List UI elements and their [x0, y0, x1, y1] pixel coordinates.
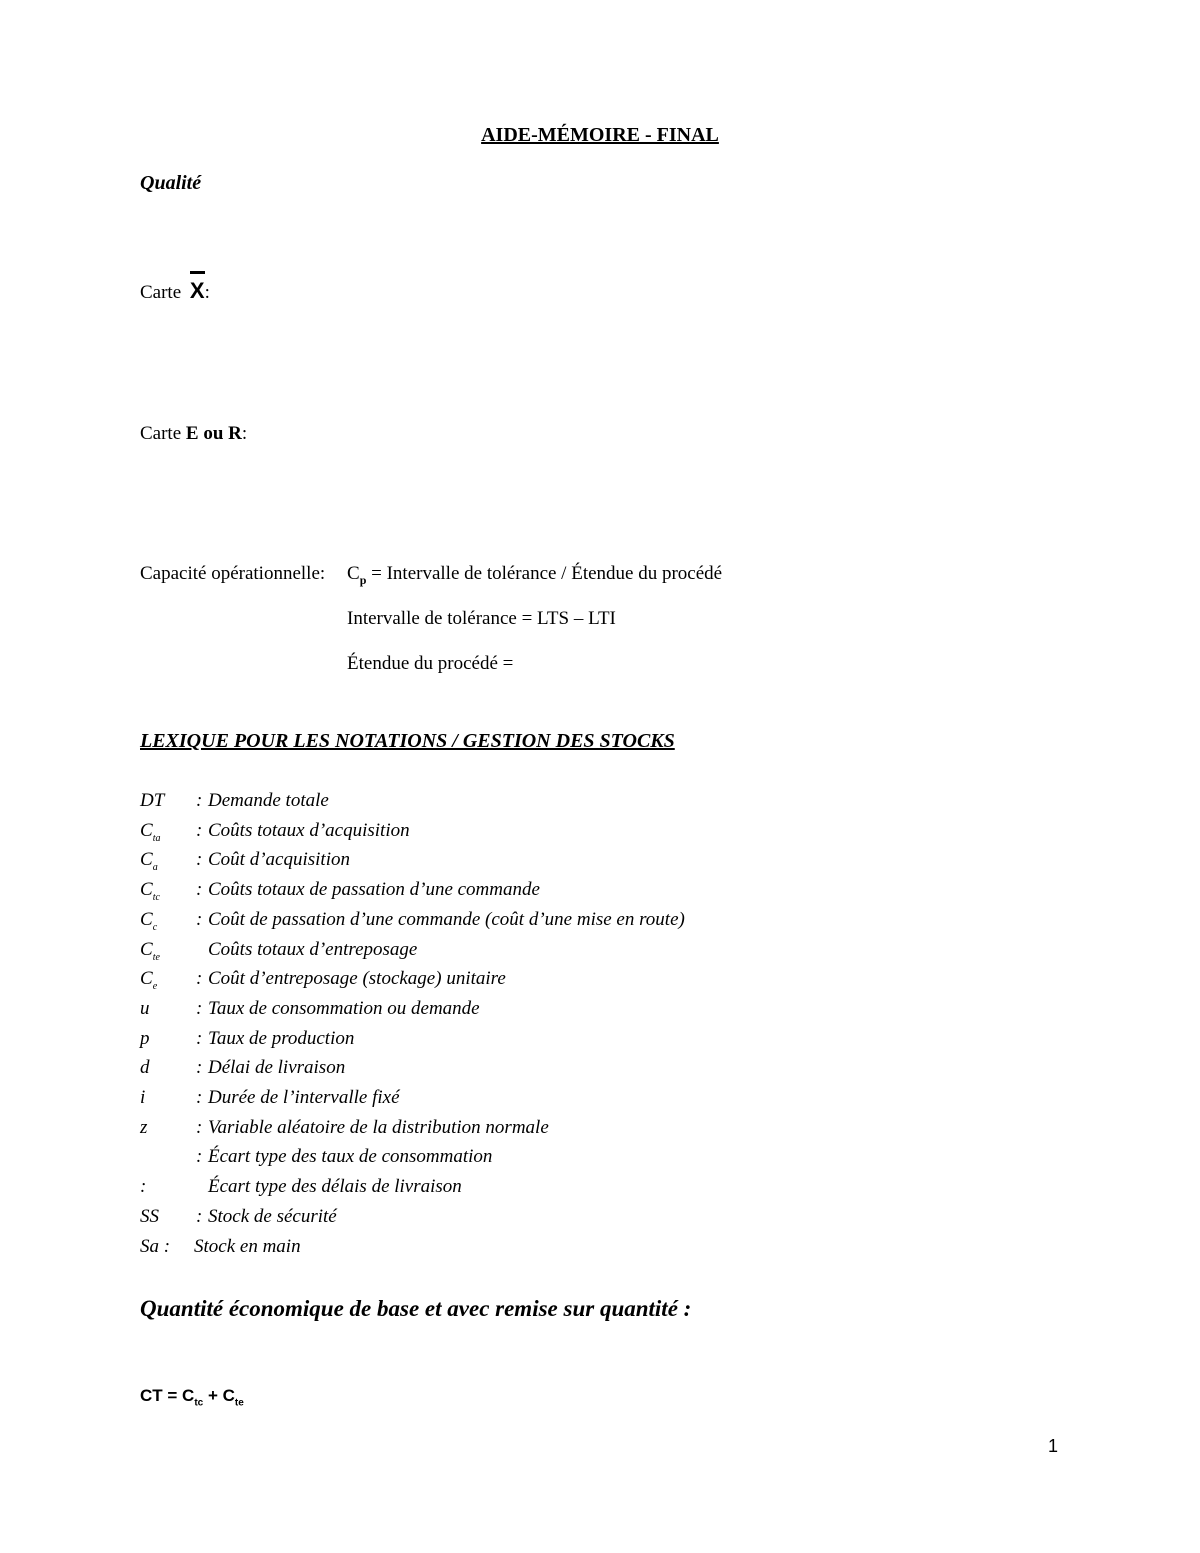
- lexique-description: Demande totale: [208, 790, 329, 811]
- cp-subscript: p: [359, 572, 367, 587]
- lexique-description: Taux de production: [208, 1027, 355, 1049]
- lexique-separator: :: [196, 1116, 203, 1138]
- lexique-symbol-text: u: [140, 997, 150, 1019]
- lexique-symbol-text: z: [140, 1116, 148, 1138]
- carte-e-colon: :: [241, 423, 248, 444]
- lexique-separator: :: [196, 968, 203, 990]
- lexique-symbol-text: :: [140, 1176, 147, 1198]
- lexique-symbol-text: Sa :: [140, 1235, 171, 1257]
- capacite-formula-intervalle: Intervalle de tolérance = LTS – LTI: [347, 608, 616, 629]
- lexique-symbol: [140, 1057, 150, 1079]
- carte-e-bold: E ou R: [185, 423, 242, 444]
- carte-x-label: [140, 278, 210, 304]
- lexique-description: Coût d’acquisition: [208, 849, 350, 871]
- lexique-separator: :: [196, 1087, 203, 1108]
- lexique-symbol-text: p: [140, 1027, 150, 1049]
- lexique-description: Coût d’entreposage (stockage) unitaire: [208, 968, 506, 990]
- carte-e-prefix: Carte: [140, 423, 182, 444]
- lexique-description: Stock de sécurité: [208, 1205, 337, 1227]
- capacite-formula-cp: [347, 563, 722, 588]
- carte-x-colon: :: [204, 282, 210, 303]
- lexique-separator: :: [196, 1057, 203, 1079]
- cp-formula-rest: = Intervalle de tolérance / Étendue du procédé: [366, 563, 723, 584]
- lexique-description: Taux de consommation ou demande: [208, 997, 480, 1019]
- lexique-symbol-text: C: [140, 938, 153, 960]
- section-heading-qualite: Qualité: [140, 172, 202, 194]
- quantite-economique-heading: Quantité économique de base et avec remise sur quantité :: [140, 1296, 692, 1321]
- lexique-heading: LEXIQUE POUR LES NOTATIONS / GESTION DES STOCKS: [140, 730, 675, 752]
- page-number: 1: [1048, 1436, 1059, 1456]
- lexique-description: Coûts totaux d’acquisition: [208, 819, 410, 841]
- lexique-symbol-text: i: [140, 1087, 146, 1108]
- lexique-symbol-text: C: [140, 849, 153, 871]
- lexique-symbol: [140, 909, 157, 933]
- lexique-symbol-subscript: te: [152, 951, 160, 963]
- lexique-symbol: [140, 939, 160, 963]
- lexique-separator: :: [196, 790, 203, 811]
- lexique-symbol-text: C: [140, 908, 153, 930]
- lexique-separator: :: [196, 819, 203, 841]
- lexique-symbol: [140, 820, 160, 844]
- lexique-description: Coût de passation d’une commande (coût d’une mise en route): [208, 908, 685, 930]
- cp-symbol: C: [347, 563, 360, 584]
- lexique-symbol: [140, 1028, 150, 1050]
- lexique-separator: :: [196, 849, 203, 871]
- lexique-symbol-text: C: [140, 879, 153, 901]
- lexique-description: Écart type des délais de livraison: [208, 1176, 462, 1198]
- carte-e-label: [140, 423, 247, 445]
- lexique-symbol: [140, 1117, 147, 1139]
- lexique-separator: :: [196, 997, 203, 1019]
- lexique-symbol-text: C: [140, 819, 153, 841]
- capacite-formula-etendue: Étendue du procédé =: [347, 653, 514, 674]
- lexique-separator: :: [196, 908, 203, 930]
- lexique-separator: :: [196, 879, 203, 901]
- lexique-separator: :: [196, 1146, 203, 1168]
- ct-mid: + C: [203, 1386, 235, 1405]
- ct-sub-te: te: [234, 1397, 244, 1409]
- ct-sub-tc: tc: [194, 1397, 204, 1409]
- ct-lhs: CT = C: [140, 1386, 195, 1405]
- lexique-symbol-text: SS: [140, 1205, 159, 1227]
- lexique-symbol-subscript: c: [152, 921, 158, 933]
- lexique-description: Durée de l’intervalle fixé: [208, 1087, 400, 1108]
- lexique-symbol: [140, 849, 158, 873]
- lexique-description: Coûts totaux de passation d’une commande: [208, 879, 540, 901]
- lexique-symbol: [140, 1087, 145, 1109]
- lexique-symbol: [140, 998, 150, 1020]
- lexique-symbol-subscript: e: [152, 980, 158, 992]
- lexique-description: Écart type des taux de consommation: [208, 1146, 493, 1168]
- lexique-separator: :: [196, 1205, 203, 1227]
- lexique-symbol-text: DT: [140, 790, 165, 811]
- lexique-symbol-subscript: tc: [152, 891, 160, 903]
- carte-x-prefix: Carte: [140, 282, 182, 303]
- capacite-label: Capacité opérationnelle:: [140, 563, 326, 584]
- lexique-description: Stock en main: [194, 1235, 301, 1257]
- lexique-separator: :: [196, 1027, 203, 1049]
- lexique-symbol: [140, 790, 164, 812]
- lexique-symbol-subscript: ta: [152, 832, 161, 844]
- lexique-symbol-text: C: [140, 968, 153, 990]
- lexique-symbol: [140, 1236, 170, 1258]
- lexique-description: Coûts totaux d’entreposage: [208, 938, 418, 960]
- lexique-symbol-text: d: [140, 1057, 150, 1079]
- ct-formula: [140, 1386, 244, 1408]
- x-bar-symbol: X: [189, 278, 205, 303]
- lexique-symbol: [140, 1176, 146, 1198]
- lexique-symbol: [140, 1206, 159, 1228]
- lexique-description: Variable aléatoire de la distribution normale: [208, 1116, 549, 1138]
- lexique-symbol: [140, 968, 157, 992]
- lexique-symbol-subscript: a: [152, 862, 158, 874]
- lexique-description: Délai de livraison: [208, 1057, 346, 1079]
- lexique-symbol: [140, 879, 160, 903]
- document-title: AIDE-MÉMOIRE - FINAL: [481, 124, 719, 146]
